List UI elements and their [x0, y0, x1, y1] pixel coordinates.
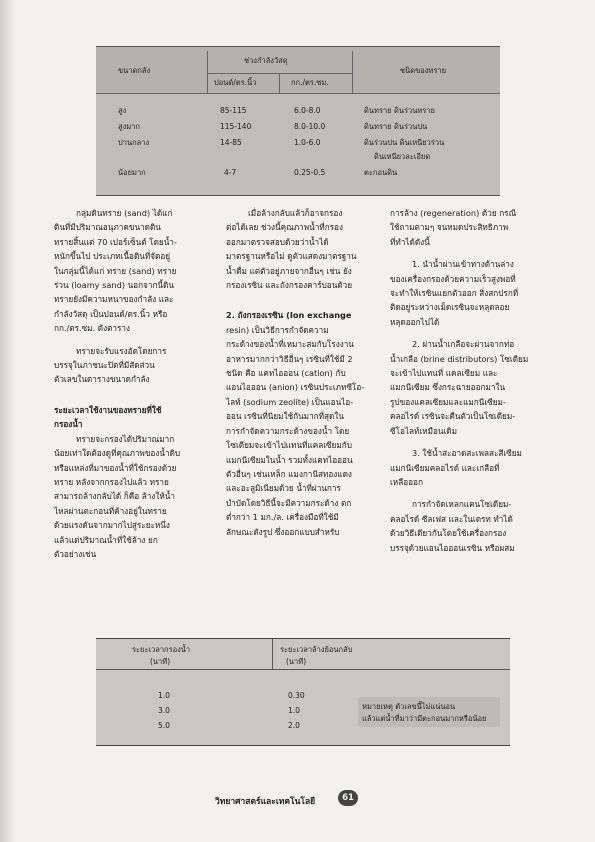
- header-backwash-time: ระยะเวลาล้างย้อนกลับ: [280, 645, 353, 654]
- text-line: ด้วยวิธีเดียวกันโดยใช้เครื่องกรอง: [390, 528, 507, 539]
- paragraph: [226, 323, 386, 539]
- divider: [272, 639, 273, 669]
- text-line: ดินที่มีปริมาณอนุภาคขนาดดิน: [54, 222, 161, 233]
- paragraph: [54, 432, 204, 562]
- table-cell: 1.0: [158, 691, 170, 700]
- text-line: 2. ผ่านน้ำเกลือจะผ่านจากท่อ: [412, 339, 515, 350]
- text-line: กรองเรซิน และถังกรองคาร์บอนด้วย: [226, 280, 353, 291]
- table-cell: 14-85: [220, 138, 242, 147]
- table-cell: 1.0-6.0: [294, 138, 321, 147]
- text-line: แอนไอออน (anion) เรซินประเภทซีโอ-: [226, 382, 365, 393]
- text-line: ระยะเวลาใช้งานของทรายที่ใช้: [54, 404, 162, 415]
- table-cell: 5.0: [158, 721, 170, 730]
- text-line: จะเข้าไปแทนที่ แคลเซียม และ: [390, 368, 498, 379]
- text-line: กระด้างของน้ำที่เหมาะสมกับโรงงาน: [226, 339, 354, 350]
- table-cell: 1.0: [288, 706, 300, 715]
- text-line: ทราย หลังจากกรองไปแล้ว ทราย: [54, 476, 169, 487]
- text-line: ไหลผ่านตะกอนที่ค้างอยู่ในทราย: [54, 505, 167, 516]
- text-line: ร่วน (loamy sand) นอกจากนี้ดิน: [54, 280, 174, 291]
- text-line: ในกลุ่มนี้ได้แก่ ทราย (sand) ทราย: [54, 265, 177, 276]
- text-line: บำบัดโดยวิธีนี้จะมีความกระด้าง ตก: [226, 497, 352, 508]
- header-unit-lb: ปอนด์/ตร.นิ้ว: [214, 78, 257, 87]
- text-line: ตัวอย่างเช่น: [54, 548, 97, 559]
- text-line: ต่อได้เลย ช่วงนี้คุณภาพน้ำที่กรอง: [226, 222, 343, 233]
- text-line: ชนิด คือ แคทไอออน (cation) กับ: [226, 368, 346, 379]
- table-cell: 85-115: [220, 106, 247, 115]
- text-line: บรรจุด้วยแอนไอออนเรซิน หรือผสม: [390, 542, 515, 553]
- note-line: หมายเหตุ ตัวเลขนี้ไม่แน่นอน: [362, 702, 456, 711]
- text-line: รูปของแคลเซียมและแมกนีเซียม-: [390, 396, 506, 407]
- text-line: ซีโอไลท์เหมือนเดิม: [390, 425, 458, 436]
- table-note: [358, 697, 500, 727]
- table-cell: ตะกอนดิน: [364, 168, 398, 177]
- paragraph: [390, 257, 550, 329]
- text-line: 1. นำน้ำผ่านเข้าทางด้านล่าง: [412, 259, 514, 270]
- text-line: resin) เป็นวิธีการกำจัดความ: [226, 324, 329, 335]
- table-cell: 4-7: [224, 168, 237, 177]
- text-line: บรรจุในภาชนะปิดที่มีสัดส่วน: [54, 360, 155, 371]
- text-line: ของเครื่องกรองด้วยความเร็วสูงพอที่: [390, 273, 516, 284]
- header-soil-type: ชนิดของทราย: [400, 66, 446, 75]
- text-line: ต่ำกว่า 1 มก./ล. เครื่องมือที่ใช้มี: [226, 512, 339, 523]
- table-cell: 0.25-0.5: [294, 168, 326, 177]
- text-line: ออกมาตรวจสอบด้วยว่าน้ำได้: [226, 236, 329, 247]
- table-cell: 2.0: [288, 721, 300, 730]
- table-cell: ดินทราย ดินร่วนทราย: [364, 106, 435, 115]
- text-column-2: [226, 206, 386, 539]
- table-cell: ดินเหนียวละเอียด: [374, 152, 431, 161]
- paragraph: [226, 206, 386, 292]
- text-line: หรือแหล่งที่มาของน้ำที่ใช้กรองด้วย: [54, 462, 177, 473]
- paragraph: [54, 344, 204, 387]
- text-line: ทรายสิ้นแต่ 70 เปอร์เซ็นต์ โดยน้ำ-: [54, 236, 177, 247]
- text-line: มาตรฐานหรือไม่ ดูตัวแสดงมาตรฐาน: [226, 251, 357, 262]
- table-cell: ดินทราย ดินร่วนปน: [364, 122, 428, 131]
- section-heading: [54, 403, 204, 432]
- scan-edge-shadow: [0, 0, 14, 842]
- paragraph: [390, 206, 550, 249]
- section-heading: 2. ถังกรองเรซิน (Ion exchange: [226, 310, 352, 321]
- header-unit-kg: กก./ตร.ซม.: [291, 78, 329, 87]
- text-line: ใช้ถามตามๆ จนหมดประสิทธิภาพ: [390, 222, 509, 233]
- journal-title: วิทยาศาสตร์และเทคโนโลยี: [215, 797, 316, 807]
- text-line: ทรายจะกรองได้ปริมาณมาก: [76, 433, 175, 444]
- text-column-1: [54, 206, 204, 561]
- paragraph: [390, 497, 550, 555]
- text-line: เมื่อล้างกลับแล้วก็อาจกรอง: [248, 208, 343, 218]
- divider: [352, 51, 353, 93]
- text-line: จะทำให้เรซินแยกตัวออก สิ่งสกปรกที่: [390, 288, 519, 299]
- divider: [207, 51, 208, 93]
- text-line: กรองน้ำ: [54, 419, 83, 430]
- text-line: ทรายยังมีความหนาของกำลัง และ: [54, 294, 174, 305]
- paragraph: [390, 446, 550, 489]
- text-line: หนักขึ้นไป ประเภทเนื้อดินที่จัดอยู่: [54, 251, 171, 262]
- text-line: ไลท์ (sodium zeolite) เป็นแอนไอ-: [226, 396, 354, 407]
- text-line: เหลือออก: [390, 476, 423, 487]
- paragraph: [390, 337, 550, 438]
- text-line: ติดอยู่ระหว่างเม็ดเรซินจะหลุดลอย: [390, 302, 510, 313]
- header-filter-time: ระยะเวลากรองน้ำ: [132, 645, 191, 654]
- text-line: กลุ่มดินทราย (sand) ได้แก่: [76, 208, 173, 218]
- header-bulk-density: ช่วงกำลังวัสดุ: [244, 56, 288, 65]
- text-line: การกำจัดเหลกแคนโซเดียม-: [412, 499, 512, 510]
- text-line: แมกนีเซียม ซึ่งกระฉายออกมาใน: [390, 382, 506, 393]
- text-line: แล้วแต่ปริมาณน้ำที่ใช้ล้าง ยก: [54, 534, 158, 545]
- text-line: ออน เรซินที่นิยมใช้กันมากที่สุดใน: [226, 411, 344, 422]
- text-line: และอะลูมิเนียมด้วย น้ำที่ผ่านการ: [226, 483, 341, 494]
- paragraph: [54, 206, 204, 336]
- page-number: 61: [338, 790, 358, 806]
- divider: [279, 73, 280, 93]
- text-line: อาหารมากกว่าวิธีอื่นๆ เรซินที่ใช้มี 2: [226, 353, 353, 364]
- text-line: 3. ใช้น้ำสะอาดสะเพลสะสีเซียม: [412, 448, 522, 459]
- text-line: น้ำเกลือ (brine distributors) โซเดียม: [390, 353, 529, 364]
- text-line: โซเดียมจะเข้าไปแทนที่แคลเซียมกับ: [226, 440, 352, 451]
- text-line: หลุดออกไปได้: [390, 316, 440, 327]
- text-line: น้อยเท่าใดต้องดูที่คุณภาพของน้ำดิบ: [54, 448, 181, 459]
- text-line: คลอไรด์ เรซินจะคืนตัวเป็นโซเดียม-: [390, 411, 516, 422]
- text-line: ลักษณะดังรูป ซึ่งออกแบบสำหรับ: [226, 526, 340, 537]
- header-backwash-unit: (นาที): [286, 657, 307, 666]
- table-cell: สูงมาก: [118, 122, 140, 131]
- header-filter-unit: (นาที): [150, 657, 171, 666]
- text-line: การล้าง (regeneration) ด้วย กรณี: [390, 208, 517, 218]
- text-line: น้ำดื่ม แต่ตัวอยู่ภายจากอื่นๆ เช่น ยัง: [226, 265, 352, 276]
- text-line: ตัวเลขในตารางขนาดกำลัง: [54, 374, 150, 385]
- table-cell: ดินร่วนปน ดินเหนียวร่วน: [364, 138, 445, 147]
- table-cell: 0.30: [288, 691, 305, 700]
- table-cell: 3.0: [158, 706, 170, 715]
- table-cell: ปานกลาง: [118, 138, 150, 147]
- backwash-time-table: [96, 638, 510, 746]
- text-line: ด้วยแรงดันจากมากไปสู่ระยะหนึ่ง: [54, 520, 170, 531]
- text-line: การกำจัดความกระด้างของน้ำ โดย: [226, 425, 350, 436]
- text-line: ทรายจะรับแรงอัดโดยการ: [76, 345, 167, 356]
- table-cell: 8.0-10.0: [294, 122, 326, 131]
- text-line: แมกนีเซียมในน้ำ รวมทั้งแคทไอออน: [226, 454, 353, 465]
- text-line: คลอไรด์ ซีลเฟส และในเตรท ทำได้: [390, 513, 513, 524]
- text-line: ที่ทำได้ดังนี้: [390, 236, 430, 247]
- note-line: แล้วแต่น้ำที่มาว่ามีตะกอนมากหรือน้อย: [362, 714, 487, 723]
- text-line: กก./ตร.ซม. ดังตาราง: [54, 323, 130, 334]
- text-line: แมกนีเซียมคลอไรด์ และเกลือที่: [390, 462, 500, 473]
- table-cell: สูง: [118, 106, 127, 115]
- text-column-3: [390, 206, 550, 555]
- table-cell: 115-140: [220, 122, 252, 131]
- table-cell: น้อยมาก: [118, 168, 146, 177]
- text-line: ตัวอื่นๆ เช่นเหล็ก แมงกานีสทองแดง: [226, 468, 352, 479]
- soil-strength-table: [96, 46, 500, 196]
- header-particle-size: ขนาดกลัง: [118, 66, 151, 75]
- text-line: กำลังวัสดุ เป็นปอนด์/ตร.นิ้ว หรือ: [54, 308, 168, 319]
- table-cell: 6.0-8.0: [294, 106, 321, 115]
- text-line: สามารถล้างกลับได้ ก็คือ ล้างให้น้ำ: [54, 491, 175, 502]
